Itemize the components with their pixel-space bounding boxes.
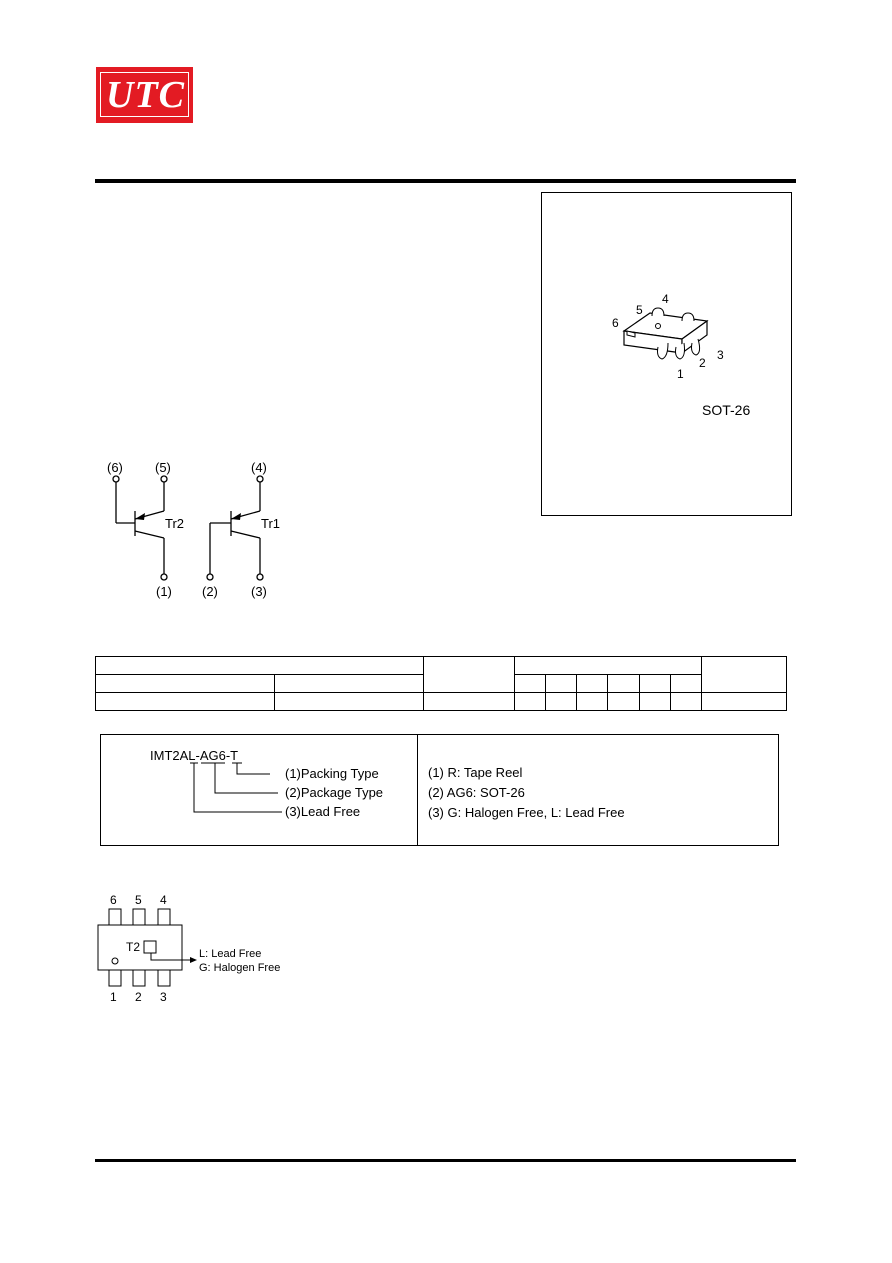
legend-halogen-free: G: Halogen Free [199,962,281,974]
pkg-pin-5: 5 [636,303,643,317]
circuit-pin-4: (4) [251,460,267,475]
ordering-code-diagram [100,734,416,844]
note-lead-free: (3) G: Halogen Free, L: Lead Free [428,805,625,820]
field-lead-free: (3)Lead Free [285,804,361,819]
tr1-emitter-arrow [231,513,241,520]
sot26-package-drawing [542,193,791,515]
ordering-code-divider [417,734,418,846]
note-packing: (1) R: Tape Reel [428,765,523,780]
circuit-pin-6: (6) [107,460,123,475]
pkg-pin-1: 1 [677,367,684,381]
logo-text: UTC [106,74,185,116]
footer-rule [95,1159,796,1162]
marking-diagram [95,888,295,1006]
field-package-type: (2)Package Type [285,785,384,800]
table-row [96,657,787,675]
marking-pin-2: 2 [135,990,142,1004]
legend-lead-free: L: Lead Free [199,948,262,960]
circuit-pin-3: (3) [251,584,267,599]
header-rule [95,179,796,183]
marking-pin-5: 5 [135,893,142,907]
package-box [541,192,792,516]
tr2-emitter-arrow [135,513,145,520]
part-code: IMT2AL-AG6-T [150,748,239,763]
pkg-pin-4: 4 [662,292,669,306]
logo-frame [100,72,189,117]
pkg-pin-3: 3 [717,348,724,362]
marking-pin-3: 3 [160,990,167,1004]
marking-code: T2 [126,940,141,954]
field-packing-type: (1)Packing Type [285,766,379,781]
marking-pin-4: 4 [160,893,167,907]
table-row [96,693,787,711]
tr2-label: Tr2 [165,516,185,531]
circuit-pin-5: (5) [155,460,171,475]
utc-logo [96,67,193,123]
circuit-pin-2: (2) [202,584,218,599]
pkg-pin-2: 2 [699,356,706,370]
marking-pin-6: 6 [110,893,117,907]
marking-pin-1: 1 [110,990,117,1004]
tr1-label: Tr1 [261,516,281,531]
pkg-pin-6: 6 [612,316,619,330]
note-package: (2) AG6: SOT-26 [428,785,525,800]
ordering-info-table [95,656,787,711]
package-name: SOT-26 [702,402,751,418]
marking-arrow [190,957,197,963]
circuit-schematic [100,458,290,604]
circuit-pin-1: (1) [156,584,172,599]
